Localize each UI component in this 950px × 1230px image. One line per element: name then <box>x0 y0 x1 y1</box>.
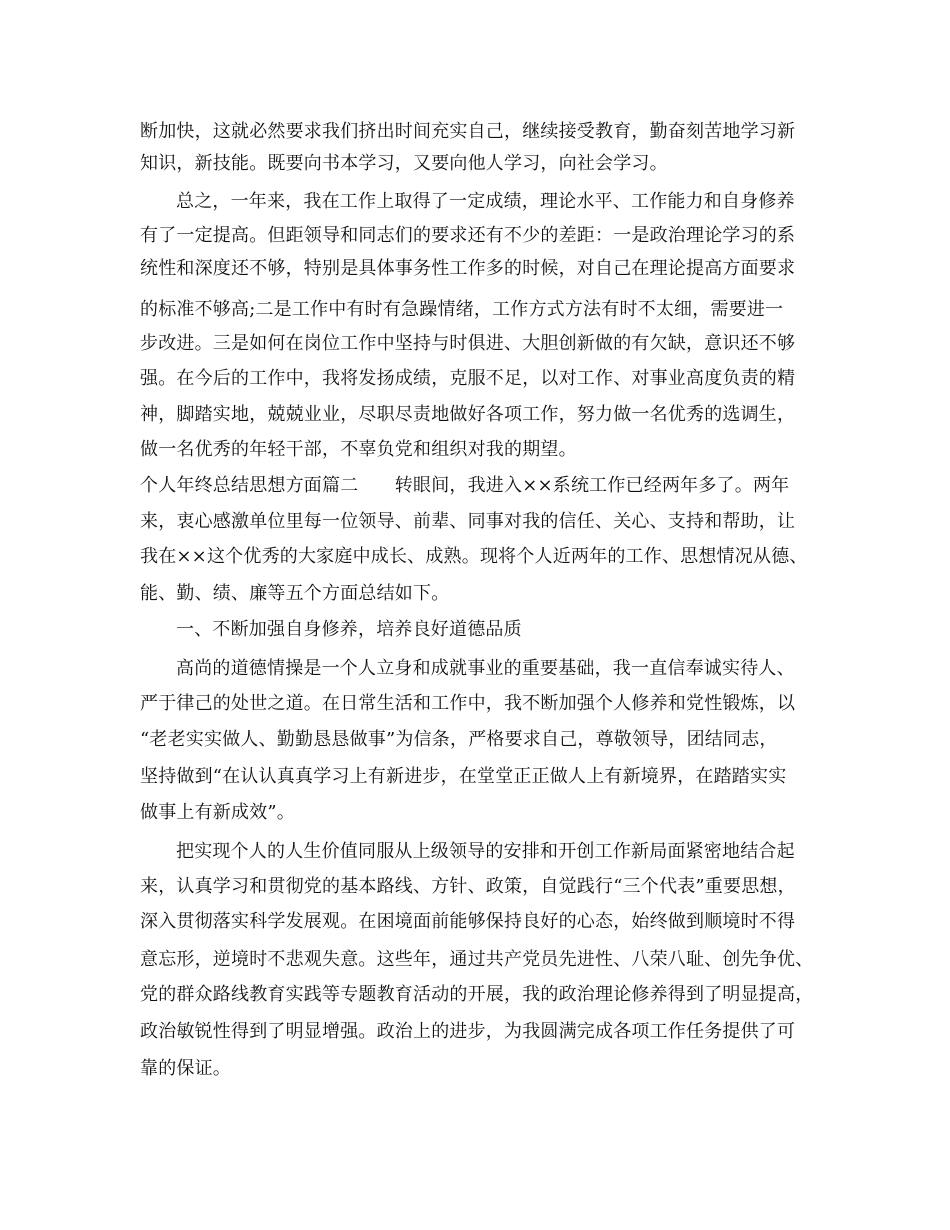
subheading: 一、不断加强自身修养，培养良好道德品质 <box>176 619 522 640</box>
text-line: 的标准不够高;二是工作中有时有急躁情绪，工作方式方法有时不太细，需要进一 <box>140 299 784 320</box>
text-line: 政治敏锐性得到了明显增强。政治上的进步，为我圆满完成各项工作任务提供了可 <box>140 1021 796 1042</box>
text-line: 意忘形，逆境时不悲观失意。这些年，通过共产党员先进性、八荣八耻、创先争优、 <box>140 949 814 970</box>
text-line: 强。在今后的工作中，我将发扬成绩，克服不足，以对工作、对事业高度负责的精 <box>140 368 796 389</box>
text-line: 神，脚踏实地，兢兢业业，尽职尽责地做好各项工作，努力做一名优秀的选调生， <box>140 404 796 425</box>
text-line: 知识，新技能。既要向书本学习，又要向他人学习，向社会学习。 <box>140 153 668 174</box>
text-line: 来，认真学习和贯彻党的基本路线、方针、政策，自觉践行“三个代表”重要思想， <box>140 876 796 897</box>
text-line: 做一名优秀的年轻干部，不辜负党和组织对我的期望。 <box>140 439 577 460</box>
text-line: 做事上有新成效”。 <box>140 802 296 823</box>
text-line: 统性和深度还不够，特别是具体事务性工作多的时候，对自己在理论提高方面要求 <box>140 258 796 279</box>
text-line: 党的群众路线教育实践等专题教育活动的开展，我的政治理论修养得到了明显提高， <box>140 984 814 1005</box>
paragraph-first-line: 把实现个人的人生价值同服从上级领导的安排和开创工作新局面紧密地结合起 <box>176 841 795 862</box>
text-line: “老老实实做人、勤勤恳恳做事”为信条，严格要求自己，尊敬领导，团结同志， <box>140 729 778 750</box>
text-line: 坚持做到“在认认真真学习上有新进步，在堂堂正正做人上有新境界，在踏踏实实 <box>140 766 787 787</box>
text-line: 能、勤、绩、廉等五个方面总结如下。 <box>140 583 450 604</box>
paragraph-first-line: 高尚的道德情操是一个人立身和成就事业的重要基础，我一直信奉诚实待人、 <box>176 658 795 679</box>
text-line: 严于律己的处世之道。在日常生活和工作中，我不断加强个人修养和党性锻炼，以 <box>140 693 796 714</box>
text-line: 我在××这个优秀的大家庭中成长、成熟。现将个人近两年的工作、思想情况从德、 <box>140 546 808 567</box>
paragraph-first-line: 总之，一年来，我在工作上取得了一定成绩，理论水平、工作能力和自身修养 <box>176 191 795 212</box>
section-heading-line: 个人年终总结思想方面篇二 转眼间，我进入××系统工作已经两年多了。两年 <box>140 475 790 496</box>
text-line: 有了一定提高。但距领导和同志们的要求还有不少的差距：一是政治理论学习的系 <box>140 225 796 246</box>
text-line: 靠的保证。 <box>140 1058 231 1079</box>
text-line: 深入贯彻落实科学发展观。在困境面前能够保持良好的心态，始终做到顺境时不得 <box>140 911 796 932</box>
text-line: 步改进。三是如何在岗位工作中坚持与时俱进、大胆创新做的有欠缺，意识还不够 <box>140 333 796 354</box>
text-line: 断加快，这就必然要求我们挤出时间充实自己，继续接受教育，勤奋刻苦地学习新 <box>140 121 796 142</box>
text-line: 来，衷心感激单位里每一位领导、前辈、同事对我的信任、关心、支持和帮助，让 <box>140 511 796 532</box>
